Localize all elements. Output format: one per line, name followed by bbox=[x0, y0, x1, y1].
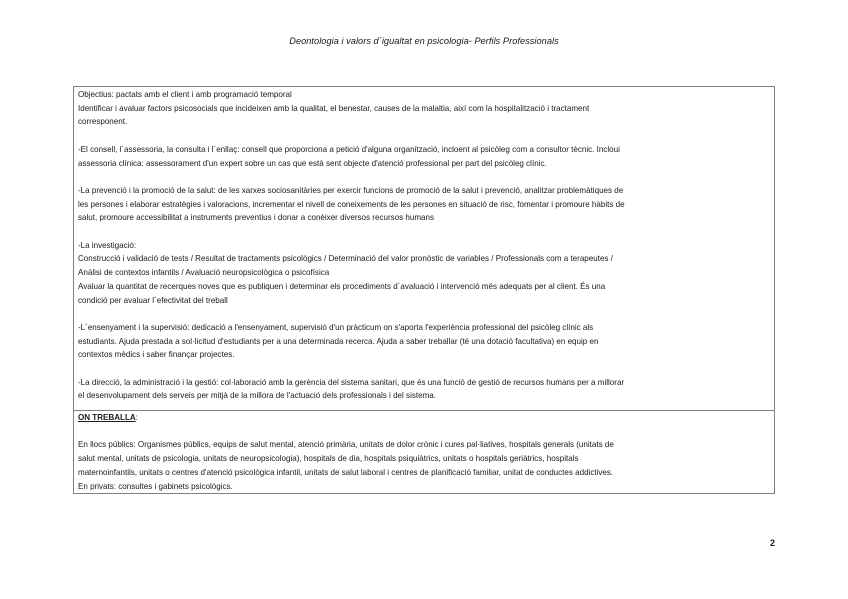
investigacio-paragraph bbox=[78, 239, 771, 308]
direccio-paragraph bbox=[78, 376, 771, 403]
functions-cell bbox=[74, 87, 774, 411]
text-line: En privats: consultes i gabinets psicològics. bbox=[78, 481, 233, 491]
text-line: -La prevenció i la promoció de la salut: de les xarxes sociosanitàries per exercir funcions de promoció de la salut i prevenció, analitzar problemàtiques de bbox=[78, 185, 624, 195]
text-line: En llocs públics: Organismes públics, equips de salut mental, atenció primària, unitats de dolor crònic i cures pal·liatives, hospitals generals (unitats de bbox=[78, 440, 614, 450]
text-line: -La direcció, la administració i la gestió: col·laboració amb la gerència del sistema sanitari, que és una funció de gestió de recursos humans per a millorar bbox=[78, 377, 625, 387]
ensenyament-paragraph bbox=[78, 321, 771, 362]
objectives-paragraph bbox=[78, 88, 771, 129]
text-line: Avaluar la quantitat de recerques noves que es publiquen i determinar els procediments d´avaluació i intervenció més adequats per al client. És una bbox=[78, 281, 606, 291]
text-line: corresponent. bbox=[78, 117, 128, 127]
heading-colon: : bbox=[135, 413, 138, 422]
workplaces-cell bbox=[74, 411, 774, 493]
section-heading bbox=[78, 411, 771, 425]
text-line: assessoria clínica: assessorament d'un expert sobre un cas que està sent objecte d'atenció professional per part del psicòleg clínic. bbox=[78, 158, 547, 168]
consell-paragraph bbox=[78, 143, 771, 170]
text-line: -La investigació: bbox=[78, 240, 137, 250]
text-line: Anàlisi de contextos infantils / Avaluació neuropsicològica o psicofísica bbox=[78, 268, 330, 278]
text-line: les persones i elaborar estratègies i valoracions, incrementar el nivell de coneixements de les persones en situació de risc, fomentar i promoure hàbits de bbox=[78, 199, 625, 209]
prevencio-paragraph bbox=[78, 184, 771, 225]
document-header: Deontologia i valors d´igualtat en psicologia- Perfils Professionals bbox=[289, 36, 559, 46]
text-line: salut mental, unitats de psicologia, unitats de neuropsicologia), hospitals de dia, hospitals psiquiàtrics, unitats o hospitals geriàtrics, hospitals bbox=[78, 454, 579, 464]
text-line: estudiants. Ajuda prestada a sol·licitud d'estudiants per a una determinada recerca. Ajuda a saber treballar (té una dotació facultativa) en equip en bbox=[78, 336, 599, 346]
page-number: 2 bbox=[770, 538, 776, 548]
text-line: Construcció i validació de tests / Resultat de tractaments psicològics / Determinació del valor pronòstic de variables / Professionals com a terapeutes / bbox=[78, 254, 613, 264]
text-line: contextos mèdics i saber finançar projectes. bbox=[78, 350, 235, 360]
heading-text: ON TREBALLA bbox=[78, 413, 136, 422]
content-table bbox=[73, 86, 775, 494]
text-line: -El consell, l´assessoria, la consulta i l´enllaç: consell que proporciona a petició d'alguna organització, incloent al psicòleg com a consultor tècnic. Incloui bbox=[78, 144, 620, 154]
text-line: maternoinfantils, unitats o centres d'atenció psicològica infantil, unitats de salut laboral i centres de planificació familiar, unitat de conductes addictives. bbox=[78, 467, 614, 477]
text-line: -L´ensenyament i la supervisió: dedicació a l'ensenyament, supervisió d'un pràcticum on s'aporta l'experiència professional del psicòleg clínic als bbox=[78, 322, 594, 332]
text-line: condició per avaluar l´efectivitat del treball bbox=[78, 295, 228, 305]
text-line: Identificar i avaluar factors psicosocials que incideixen amb la qualitat, el benestar, causes de la malaltia, així com la hospitalització i tractament bbox=[78, 103, 590, 113]
text-line: Objectius: pactats amb el client i amb programació temporal bbox=[78, 90, 292, 99]
text-line: salut, promoure accessibilitat a instruments preventius i donar a conèixer diversos recursos humans bbox=[78, 213, 435, 223]
text-line: el desenvolupament dels serveis per mitjà de la millora de l'actuació dels professionals i del sistema. bbox=[78, 391, 437, 401]
